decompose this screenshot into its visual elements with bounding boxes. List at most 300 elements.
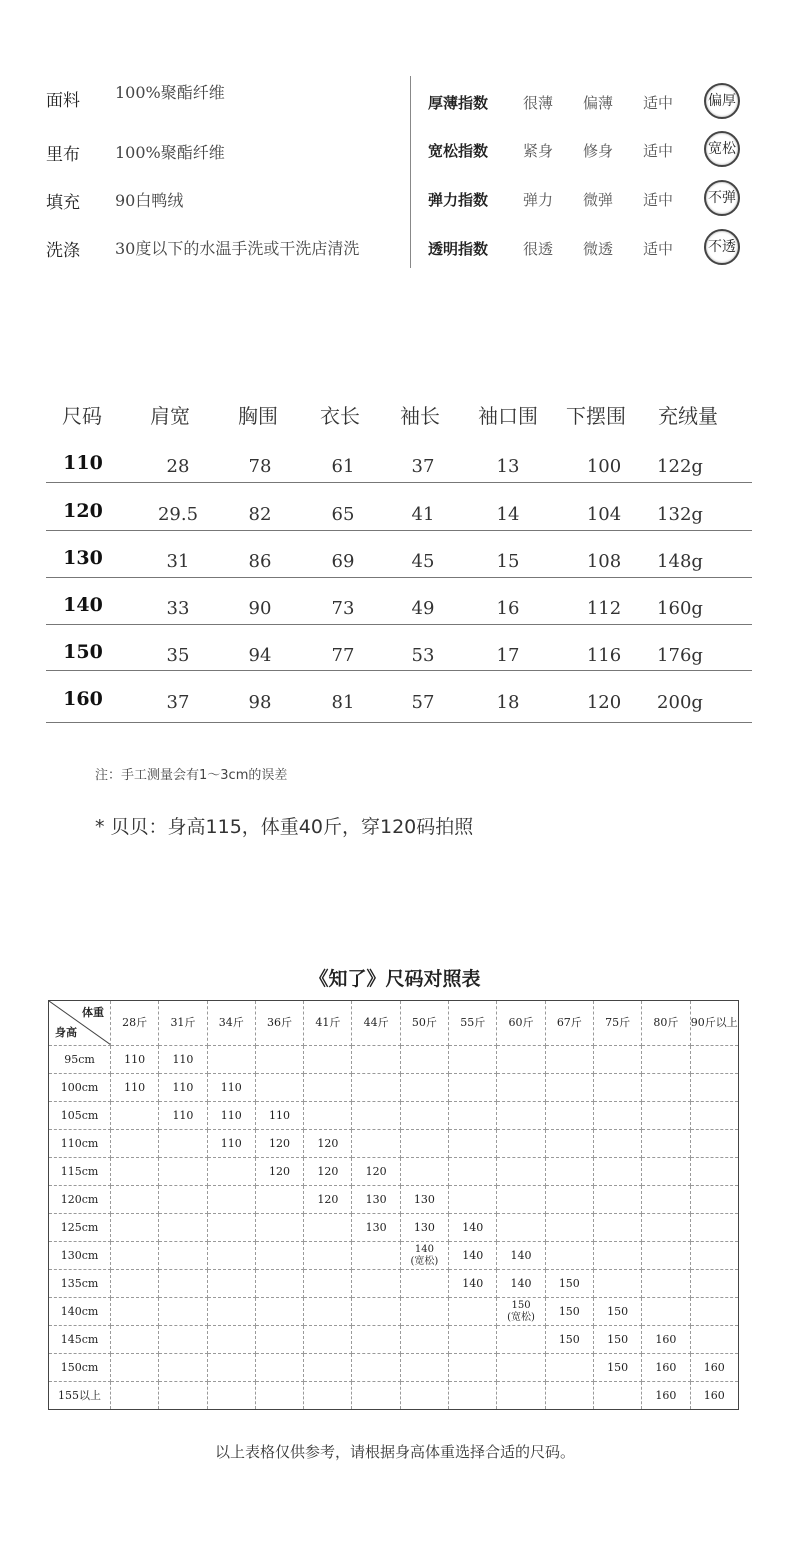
size-cell: 120 bbox=[586, 692, 622, 713]
size-recommendation-cell bbox=[449, 1298, 497, 1326]
size-recommendation-cell bbox=[304, 1382, 352, 1410]
size-recommendation-cell bbox=[159, 1298, 207, 1326]
size-header: 袖长 bbox=[400, 404, 440, 428]
model-note: * 贝贝：身高115，体重40斤，穿120码拍照 bbox=[95, 816, 474, 838]
size-recommendation-cell: 120 bbox=[304, 1158, 352, 1186]
reference-row bbox=[49, 1326, 739, 1354]
size-row-label: 120 bbox=[63, 500, 103, 522]
size-cell: 61 bbox=[331, 456, 355, 477]
size-recommendation-cell bbox=[207, 1242, 255, 1270]
size-recommendation-cell: 140 bbox=[449, 1214, 497, 1242]
size-recommendation-cell: 110 bbox=[159, 1074, 207, 1102]
size-cell: 73 bbox=[331, 598, 355, 619]
size-recommendation-cell bbox=[352, 1326, 400, 1354]
reference-row bbox=[49, 1382, 739, 1410]
size-recommendation-cell bbox=[207, 1298, 255, 1326]
washing-label: 洗涤 bbox=[46, 241, 80, 261]
size-recommendation-cell bbox=[207, 1326, 255, 1354]
size-recommendation-cell bbox=[449, 1102, 497, 1130]
fit-index-label: 宽松指数 bbox=[428, 142, 489, 160]
size-recommendation-cell bbox=[400, 1158, 448, 1186]
reference-row bbox=[49, 1130, 739, 1158]
size-recommendation-cell bbox=[400, 1130, 448, 1158]
height-label: 95cm bbox=[49, 1046, 111, 1074]
size-cell: 122g bbox=[657, 456, 703, 477]
size-recommendation-cell bbox=[593, 1242, 641, 1270]
size-recommendation-cell bbox=[159, 1130, 207, 1158]
size-recommendation-cell bbox=[545, 1102, 593, 1130]
size-recommendation-cell bbox=[352, 1270, 400, 1298]
size-recommendation-cell bbox=[449, 1326, 497, 1354]
size-cell: 81 bbox=[331, 692, 355, 713]
size-recommendation-cell bbox=[497, 1102, 545, 1130]
size-recommendation-cell bbox=[304, 1046, 352, 1074]
size-recommendation-cell bbox=[497, 1214, 545, 1242]
size-recommendation-cell: 110 bbox=[159, 1046, 207, 1074]
size-recommendation-cell: 130 bbox=[400, 1186, 448, 1214]
size-row-label: 150 bbox=[63, 641, 103, 663]
size-note: (宽松) bbox=[410, 1255, 439, 1267]
size-recommendation-cell bbox=[255, 1186, 303, 1214]
size-recommendation-cell bbox=[400, 1354, 448, 1382]
height-label: 140cm bbox=[49, 1298, 111, 1326]
reference-row bbox=[49, 1074, 739, 1102]
size-recommendation-cell bbox=[304, 1354, 352, 1382]
size-recommendation-cell bbox=[690, 1214, 738, 1242]
corner-height-label: 身高 bbox=[55, 1026, 77, 1039]
size-recommendation-cell bbox=[690, 1102, 738, 1130]
lining-label: 里布 bbox=[46, 145, 80, 165]
size-cell: 98 bbox=[248, 692, 272, 713]
size-recommendation-cell: 130 bbox=[352, 1214, 400, 1242]
size-recommendation-cell bbox=[207, 1382, 255, 1410]
size-recommendation-cell bbox=[111, 1102, 159, 1130]
size-cell: 94 bbox=[248, 645, 272, 666]
size-recommendation-cell bbox=[545, 1354, 593, 1382]
size-recommendation-cell bbox=[449, 1074, 497, 1102]
index-option: 适中 bbox=[642, 191, 673, 209]
size-recommendation-cell bbox=[545, 1214, 593, 1242]
size-cell: 200g bbox=[657, 692, 703, 713]
size-header: 肩宽 bbox=[150, 404, 190, 428]
reference-row bbox=[49, 1102, 739, 1130]
size-reference-table bbox=[48, 1000, 739, 1410]
index-option: 弹力 bbox=[522, 191, 553, 209]
row-divider bbox=[46, 624, 752, 625]
size-recommendation-cell bbox=[593, 1074, 641, 1102]
size-row-label: 130 bbox=[63, 547, 103, 569]
size-recommendation-cell bbox=[497, 1382, 545, 1410]
size-cell: 69 bbox=[331, 551, 355, 572]
size-recommendation-cell: 150 bbox=[545, 1326, 593, 1354]
measurement-note: 注：手工测量会有1～3cm的误差 bbox=[95, 768, 288, 783]
size-recommendation-cell: 110 bbox=[111, 1046, 159, 1074]
height-label: 145cm bbox=[49, 1326, 111, 1354]
size-recommendation-cell bbox=[400, 1102, 448, 1130]
weight-header: 34斤 bbox=[207, 1001, 255, 1046]
size-recommendation-cell bbox=[111, 1158, 159, 1186]
height-label: 120cm bbox=[49, 1186, 111, 1214]
row-divider bbox=[46, 482, 752, 483]
size-recommendation-cell bbox=[642, 1298, 690, 1326]
size-recommendation-cell bbox=[255, 1382, 303, 1410]
size-cell: 78 bbox=[248, 456, 272, 477]
size-recommendation-cell: 110 bbox=[255, 1102, 303, 1130]
size-recommendation-cell bbox=[642, 1046, 690, 1074]
reference-row bbox=[49, 1298, 739, 1326]
size-recommendation-cell bbox=[690, 1046, 738, 1074]
size-recommendation-cell bbox=[111, 1186, 159, 1214]
size-recommendation-cell bbox=[400, 1242, 448, 1270]
size-cell: 53 bbox=[411, 645, 435, 666]
size-recommendation-cell: 120 bbox=[352, 1158, 400, 1186]
size-cell: 17 bbox=[496, 645, 520, 666]
index-option: 修身 bbox=[582, 142, 613, 160]
reference-row bbox=[49, 1354, 739, 1382]
size-recommendation-cell: 150 bbox=[545, 1298, 593, 1326]
index-option: 适中 bbox=[642, 240, 673, 258]
elasticity-index-label: 弹力指数 bbox=[428, 191, 489, 209]
size-recommendation-cell bbox=[111, 1130, 159, 1158]
size-recommendation-cell bbox=[352, 1354, 400, 1382]
index-option: 微透 bbox=[582, 240, 613, 258]
size-recommendation-cell bbox=[449, 1158, 497, 1186]
index-option: 很透 bbox=[522, 240, 553, 258]
size-note: (宽松) bbox=[507, 1311, 535, 1323]
size-recommendation-cell: 160 bbox=[690, 1382, 738, 1410]
size-cell: 132g bbox=[657, 504, 703, 525]
size-recommendation-cell bbox=[400, 1298, 448, 1326]
size-recommendation-cell: 140 bbox=[449, 1270, 497, 1298]
size-cell: 35 bbox=[166, 645, 190, 666]
size-cell: 90 bbox=[248, 598, 272, 619]
size-cell: 13 bbox=[496, 456, 520, 477]
size-recommendation-cell: 150 bbox=[545, 1270, 593, 1298]
reference-row bbox=[49, 1186, 739, 1214]
size-recommendation-cell bbox=[642, 1074, 690, 1102]
size-recommendation-cell: 160 bbox=[690, 1354, 738, 1382]
size-recommendation-cell bbox=[545, 1242, 593, 1270]
size-recommendation-cell: 130 bbox=[352, 1186, 400, 1214]
size-recommendation-cell bbox=[497, 1130, 545, 1158]
size-cell: 49 bbox=[411, 598, 435, 619]
size-cell: 14 bbox=[496, 504, 520, 525]
size-recommendation-cell bbox=[111, 1270, 159, 1298]
size-recommendation-cell bbox=[159, 1186, 207, 1214]
size-recommendation-cell bbox=[593, 1046, 641, 1074]
size-recommendation-cell bbox=[593, 1130, 641, 1158]
reference-row bbox=[49, 1242, 739, 1270]
size-header: 下摆围 bbox=[566, 404, 626, 428]
index-option: 适中 bbox=[642, 94, 673, 112]
size-recommendation-cell bbox=[642, 1186, 690, 1214]
size-recommendation-cell bbox=[255, 1354, 303, 1382]
size-recommendation-cell bbox=[400, 1382, 448, 1410]
size-row-label: 140 bbox=[63, 594, 103, 616]
reference-header-row bbox=[49, 1001, 739, 1046]
size-recommendation-cell bbox=[642, 1130, 690, 1158]
height-label: 105cm bbox=[49, 1102, 111, 1130]
size-recommendation-cell bbox=[690, 1074, 738, 1102]
size-header: 胸围 bbox=[238, 404, 278, 428]
size-recommendation-cell bbox=[352, 1074, 400, 1102]
chart-footer: 以上表格仅供参考，请根据身高体重选择合适的尺码。 bbox=[214, 1443, 575, 1461]
row-divider bbox=[46, 670, 752, 671]
weight-header: 50斤 bbox=[400, 1001, 448, 1046]
size-cell: 108 bbox=[586, 551, 622, 572]
size-recommendation-cell bbox=[400, 1270, 448, 1298]
size-cell: 148g bbox=[657, 551, 703, 572]
size-recommendation-cell bbox=[400, 1046, 448, 1074]
size-recommendation-cell bbox=[449, 1130, 497, 1158]
size-recommendation-cell bbox=[207, 1186, 255, 1214]
size-recommendation-cell bbox=[497, 1074, 545, 1102]
size-recommendation-cell bbox=[255, 1074, 303, 1102]
size-recommendation-cell: 110 bbox=[207, 1074, 255, 1102]
index-option: 很薄 bbox=[522, 94, 553, 112]
corner-cell bbox=[49, 1001, 111, 1046]
size-recommendation-cell bbox=[593, 1214, 641, 1242]
size-recommendation-cell bbox=[111, 1382, 159, 1410]
size-cell: 15 bbox=[496, 551, 520, 572]
size-recommendation-cell bbox=[159, 1270, 207, 1298]
size-recommendation-cell bbox=[545, 1158, 593, 1186]
size-recommendation-cell bbox=[497, 1046, 545, 1074]
weight-header: 55斤 bbox=[449, 1001, 497, 1046]
size-cell: 45 bbox=[411, 551, 435, 572]
size-recommendation-cell bbox=[593, 1270, 641, 1298]
size-recommendation-cell bbox=[690, 1158, 738, 1186]
fabric-label: 面料 bbox=[46, 91, 80, 111]
size-cell: 104 bbox=[586, 504, 622, 525]
size-recommendation-cell: 120 bbox=[304, 1130, 352, 1158]
size-recommendation-cell bbox=[304, 1242, 352, 1270]
size-recommendation-cell bbox=[642, 1214, 690, 1242]
index-option: 偏薄 bbox=[582, 94, 613, 112]
size-recommendation-cell bbox=[111, 1214, 159, 1242]
size-cell: 176g bbox=[657, 645, 703, 666]
weight-header: 36斤 bbox=[255, 1001, 303, 1046]
size-recommendation-cell bbox=[207, 1046, 255, 1074]
size-cell: 41 bbox=[411, 504, 435, 525]
size-recommendation-cell: 130 bbox=[400, 1214, 448, 1242]
height-label: 100cm bbox=[49, 1074, 111, 1102]
size-recommendation-cell: 120 bbox=[255, 1158, 303, 1186]
size-recommendation-cell bbox=[255, 1214, 303, 1242]
weight-header: 60斤 bbox=[497, 1001, 545, 1046]
index-option-selected: 不弹 bbox=[704, 180, 740, 216]
transparency-index-label: 透明指数 bbox=[428, 240, 489, 258]
height-label: 130cm bbox=[49, 1242, 111, 1270]
height-label: 115cm bbox=[49, 1158, 111, 1186]
size-header: 衣长 bbox=[320, 404, 360, 428]
size-recommendation-cell bbox=[352, 1242, 400, 1270]
size-recommendation-cell bbox=[545, 1186, 593, 1214]
size-recommendation-cell bbox=[159, 1242, 207, 1270]
size-recommendation-cell bbox=[159, 1158, 207, 1186]
size-recommendation-cell bbox=[497, 1326, 545, 1354]
size-recommendation-cell bbox=[545, 1382, 593, 1410]
size-recommendation-cell bbox=[690, 1130, 738, 1158]
size-cell: 100 bbox=[586, 456, 622, 477]
size-recommendation-cell bbox=[690, 1326, 738, 1354]
size-cell: 37 bbox=[411, 456, 435, 477]
index-option: 适中 bbox=[642, 142, 673, 160]
size-recommendation-cell bbox=[255, 1046, 303, 1074]
reference-row bbox=[49, 1270, 739, 1298]
weight-header: 90斤以上 bbox=[690, 1001, 738, 1046]
size-recommendation-cell bbox=[255, 1242, 303, 1270]
size-recommendation-cell: 110 bbox=[111, 1074, 159, 1102]
weight-header: 28斤 bbox=[111, 1001, 159, 1046]
chart-title: 《知了》尺码对照表 bbox=[309, 968, 481, 990]
size-cell: 37 bbox=[166, 692, 190, 713]
size-recommendation-cell bbox=[207, 1354, 255, 1382]
size-recommendation-cell: 140 bbox=[449, 1242, 497, 1270]
size-recommendation-cell bbox=[690, 1298, 738, 1326]
height-label: 125cm bbox=[49, 1214, 111, 1242]
size-recommendation-cell bbox=[255, 1270, 303, 1298]
size-recommendation-cell bbox=[449, 1354, 497, 1382]
size-recommendation-cell bbox=[207, 1270, 255, 1298]
size-row-label: 110 bbox=[63, 452, 103, 474]
size-recommendation-cell: 160 bbox=[642, 1326, 690, 1354]
size-recommendation-cell bbox=[111, 1298, 159, 1326]
size-recommendation-cell bbox=[255, 1326, 303, 1354]
size-recommendation-cell bbox=[497, 1298, 545, 1326]
size-recommendation-cell bbox=[593, 1382, 641, 1410]
filling-label: 填充 bbox=[46, 193, 80, 213]
weight-header: 44斤 bbox=[352, 1001, 400, 1046]
size-header: 充绒量 bbox=[658, 404, 718, 428]
size-recommendation-cell: 110 bbox=[207, 1102, 255, 1130]
size-recommendation-cell bbox=[642, 1270, 690, 1298]
size-cell: 29.5 bbox=[157, 504, 199, 525]
size-recommendation-cell bbox=[449, 1382, 497, 1410]
size-recommendation-cell bbox=[207, 1158, 255, 1186]
height-label: 150cm bbox=[49, 1354, 111, 1382]
size-recommendation-cell bbox=[304, 1326, 352, 1354]
size-recommendation-cell bbox=[304, 1270, 352, 1298]
weight-header: 67斤 bbox=[545, 1001, 593, 1046]
lining-value: 100%聚酯纤维 bbox=[115, 143, 225, 162]
size-recommendation-cell bbox=[497, 1354, 545, 1382]
size-recommendation-cell: 160 bbox=[642, 1354, 690, 1382]
size-value: 140 bbox=[414, 1243, 434, 1255]
size-recommendation-cell bbox=[400, 1326, 448, 1354]
size-cell: 18 bbox=[496, 692, 520, 713]
height-label: 110cm bbox=[49, 1130, 111, 1158]
size-recommendation-cell bbox=[690, 1242, 738, 1270]
size-cell: 112 bbox=[586, 598, 622, 619]
size-header: 尺码 bbox=[62, 404, 102, 428]
size-recommendation-cell bbox=[159, 1326, 207, 1354]
size-cell: 28 bbox=[166, 456, 190, 477]
size-recommendation-cell bbox=[352, 1102, 400, 1130]
weight-header: 41斤 bbox=[304, 1001, 352, 1046]
reference-row bbox=[49, 1158, 739, 1186]
size-recommendation-cell bbox=[304, 1102, 352, 1130]
washing-value: 30度以下的水温手洗或干洗店清洗 bbox=[115, 239, 360, 258]
size-recommendation-cell bbox=[207, 1214, 255, 1242]
fabric-value: 100%聚酯纤维 bbox=[115, 83, 225, 102]
size-recommendation-cell bbox=[593, 1102, 641, 1130]
vertical-divider bbox=[410, 76, 411, 268]
size-recommendation-cell bbox=[642, 1242, 690, 1270]
size-value: 150 bbox=[511, 1299, 531, 1311]
row-divider bbox=[46, 722, 752, 723]
size-recommendation-cell: 120 bbox=[304, 1186, 352, 1214]
index-option-selected: 不透 bbox=[704, 229, 740, 265]
size-recommendation-cell bbox=[304, 1214, 352, 1242]
size-recommendation-cell bbox=[304, 1074, 352, 1102]
index-option: 微弹 bbox=[582, 191, 613, 209]
size-recommendation-cell bbox=[545, 1046, 593, 1074]
size-cell: 33 bbox=[166, 598, 190, 619]
size-cell: 116 bbox=[586, 645, 622, 666]
index-option: 紧身 bbox=[522, 142, 553, 160]
reference-row bbox=[49, 1214, 739, 1242]
size-cell: 16 bbox=[496, 598, 520, 619]
size-recommendation-cell: 160 bbox=[642, 1382, 690, 1410]
reference-row bbox=[49, 1046, 739, 1074]
size-recommendation-cell: 140 bbox=[497, 1242, 545, 1270]
size-recommendation-cell bbox=[111, 1354, 159, 1382]
size-row-label: 160 bbox=[63, 688, 103, 710]
size-recommendation-cell bbox=[497, 1158, 545, 1186]
size-recommendation-cell bbox=[111, 1326, 159, 1354]
size-recommendation-cell bbox=[159, 1354, 207, 1382]
size-recommendation-cell: 110 bbox=[207, 1130, 255, 1158]
size-header: 袖口围 bbox=[478, 404, 538, 428]
size-cell: 77 bbox=[331, 645, 355, 666]
size-recommendation-cell bbox=[545, 1130, 593, 1158]
size-recommendation-cell bbox=[593, 1158, 641, 1186]
size-recommendation-cell bbox=[159, 1382, 207, 1410]
size-cell: 86 bbox=[248, 551, 272, 572]
size-recommendation-cell bbox=[352, 1130, 400, 1158]
weight-header: 80斤 bbox=[642, 1001, 690, 1046]
row-divider bbox=[46, 530, 752, 531]
size-recommendation-cell bbox=[352, 1298, 400, 1326]
size-cell: 160g bbox=[657, 598, 703, 619]
size-recommendation-cell bbox=[449, 1186, 497, 1214]
size-cell: 82 bbox=[248, 504, 272, 525]
size-cell: 57 bbox=[411, 692, 435, 713]
size-recommendation-cell bbox=[255, 1298, 303, 1326]
size-recommendation-cell: 110 bbox=[159, 1102, 207, 1130]
size-recommendation-cell bbox=[400, 1074, 448, 1102]
index-option-selected: 偏厚 bbox=[704, 83, 740, 119]
size-recommendation-cell bbox=[545, 1074, 593, 1102]
size-recommendation-cell bbox=[352, 1382, 400, 1410]
row-divider bbox=[46, 577, 752, 578]
thickness-index-label: 厚薄指数 bbox=[428, 94, 489, 112]
size-recommendation-cell bbox=[642, 1102, 690, 1130]
corner-weight-label: 体重 bbox=[82, 1006, 104, 1019]
height-label: 155以上 bbox=[49, 1382, 111, 1410]
size-recommendation-cell: 150 bbox=[593, 1298, 641, 1326]
size-recommendation-cell bbox=[449, 1046, 497, 1074]
size-recommendation-cell: 120 bbox=[255, 1130, 303, 1158]
index-option-selected: 宽松 bbox=[704, 131, 740, 167]
size-cell: 31 bbox=[166, 551, 190, 572]
size-recommendation-cell: 140 bbox=[497, 1270, 545, 1298]
size-recommendation-cell bbox=[159, 1214, 207, 1242]
filling-value: 90白鸭绒 bbox=[115, 191, 184, 210]
size-recommendation-cell bbox=[497, 1186, 545, 1214]
size-recommendation-cell bbox=[690, 1186, 738, 1214]
